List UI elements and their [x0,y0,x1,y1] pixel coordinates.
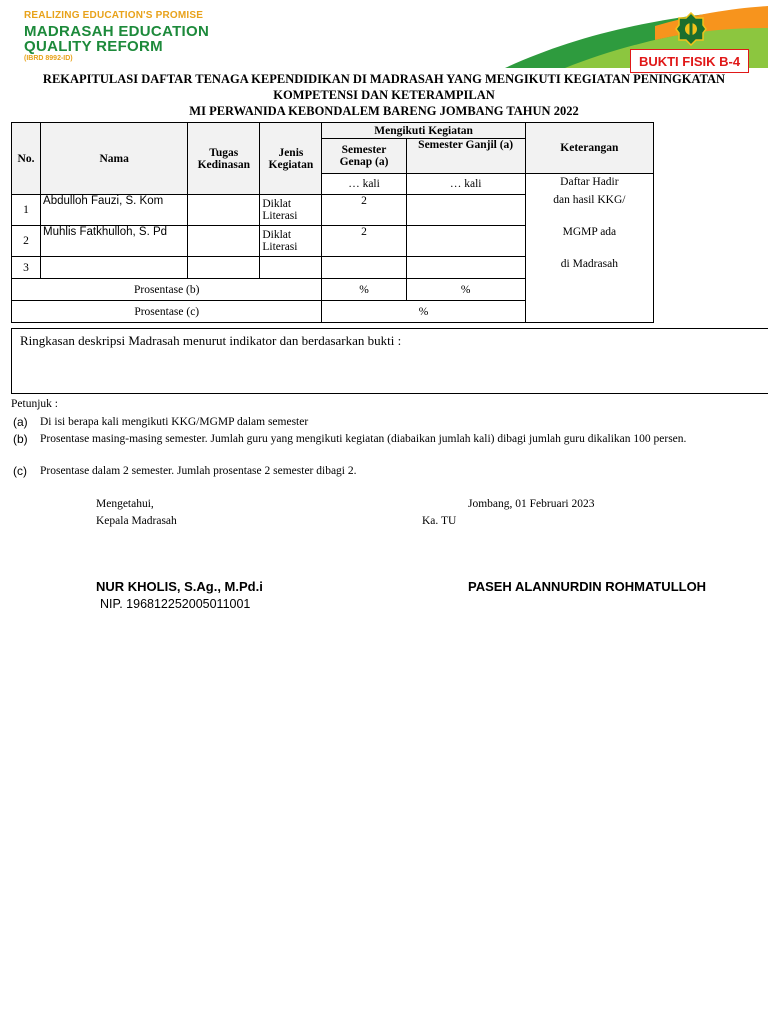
row-ganjil [406,226,525,257]
logo-tagline: REALIZING EDUCATION'S PROMISE [24,10,204,21]
header-jenis: Jenis Kegiatan [260,123,322,195]
row-tugas [188,195,260,226]
row-tugas [188,257,260,279]
row-no: 2 [12,226,41,257]
row-genap: 2 [322,226,406,257]
mengetahui-label: Mengetahui, [96,498,154,510]
kepala-madrasah-name: NUR KHOLIS, S.Ag., M.Pd.i [96,579,263,594]
row-genap [322,257,406,279]
petunjuk-text-c: Prosentase dalam 2 semester. Jumlah prosentase 2 semester dibagi 2. [40,465,357,477]
keterangan-line: Daftar Hadir [560,176,619,188]
logo-title-line1: MADRASAH EDUCATION [24,23,210,40]
petunjuk-text-b: Prosentase masing-masing semester. Jumlah guru yang mengikuti kegiatan (diabaikan jumlah kali) dibagi jumlah guru dikalikan 100 persen. [40,433,687,445]
petunjuk-key-b: (b) [13,432,28,446]
row-jenis: Diklat Literasi [260,195,322,226]
row-tugas [188,226,260,257]
doc-title-line1: REKAPITULASI DAFTAR TENAGA KEPENDIDIKAN DI MADRASAH YANG MENGIKUTI KEGIATAN PENINGKATAN [42,72,726,86]
row-nama: Muhlis Fatkhulloh, S. Pd [41,226,188,257]
petunjuk-label: Petunjuk : [11,398,58,410]
petunjuk-key-a: (a) [13,415,28,429]
header-semester-genap: Semester Genap (a) [322,139,406,174]
row-genap: 2 [322,195,406,226]
doc-title-line2: KOMPETENSI DAN KETERAMPILAN [273,88,495,102]
keterangan-line: di Madrasah [560,258,618,270]
keterangan-cell [525,174,653,323]
keterangan-line: MGMP ada [562,226,617,238]
row-nama: Abdulloh Fauzi, S. Kom [41,195,188,226]
row-jenis [260,257,322,279]
ringkasan-label: Ringkasan deskripsi Madrasah menurut indikator dan berdasarkan bukti : [20,333,402,348]
row-no: 3 [12,257,41,279]
prosentase-b-ganjil: % [406,279,525,301]
kali-genap: … kali [322,174,406,195]
place-date: Jombang, 01 Februari 2023 [468,498,595,510]
petunjuk-text-a: Di isi berapa kali mengikuti KKG/MGMP dalam semester [40,416,309,428]
kepala-madrasah-label: Kepala Madrasah [96,515,177,527]
petunjuk-key-c: (c) [13,464,27,478]
row-nama [41,257,188,279]
row-ganjil [406,195,525,226]
header-keterangan: Keterangan [525,123,653,174]
doc-title-line3: MI PERWANIDA KEBONDALEM BARENG JOMBANG TAHUN 2022 [189,104,579,118]
row-ganjil [406,257,525,279]
header-tugas: Tugas Kedinasan [188,123,260,195]
kemenag-emblem-icon [675,12,707,46]
header-semester-ganjil: Semester Ganjil (a) [406,139,525,174]
logo-subtitle: (IBRD 8992-ID) [24,55,73,62]
prosentase-c-value: % [322,301,525,323]
bukti-fisik-badge: BUKTI FISIK B-4 [630,49,749,73]
prosentase-b-label: Prosentase (b) [12,279,322,301]
logo-title-line2: QUALITY REFORM [24,38,163,55]
ka-tu-name: PASEH ALANNURDIN ROHMATULLOH [468,579,707,594]
kepala-madrasah-nip: NIP. 196812252005011001 [100,597,251,611]
prosentase-b-genap: % [322,279,406,301]
rekap-table [11,122,654,323]
header-nama: Nama [41,123,188,195]
row-no: 1 [12,195,41,226]
header-mengikuti: Mengikuti Kegiatan [322,123,525,139]
prosentase-c-label: Prosentase (c) [12,301,322,323]
keterangan-line: dan hasil KKG/ [553,194,626,206]
row-jenis: Diklat Literasi [260,226,322,257]
kali-ganjil: … kali [406,174,525,195]
ka-tu-label: Ka. TU [422,515,457,527]
header-no: No. [12,123,41,195]
